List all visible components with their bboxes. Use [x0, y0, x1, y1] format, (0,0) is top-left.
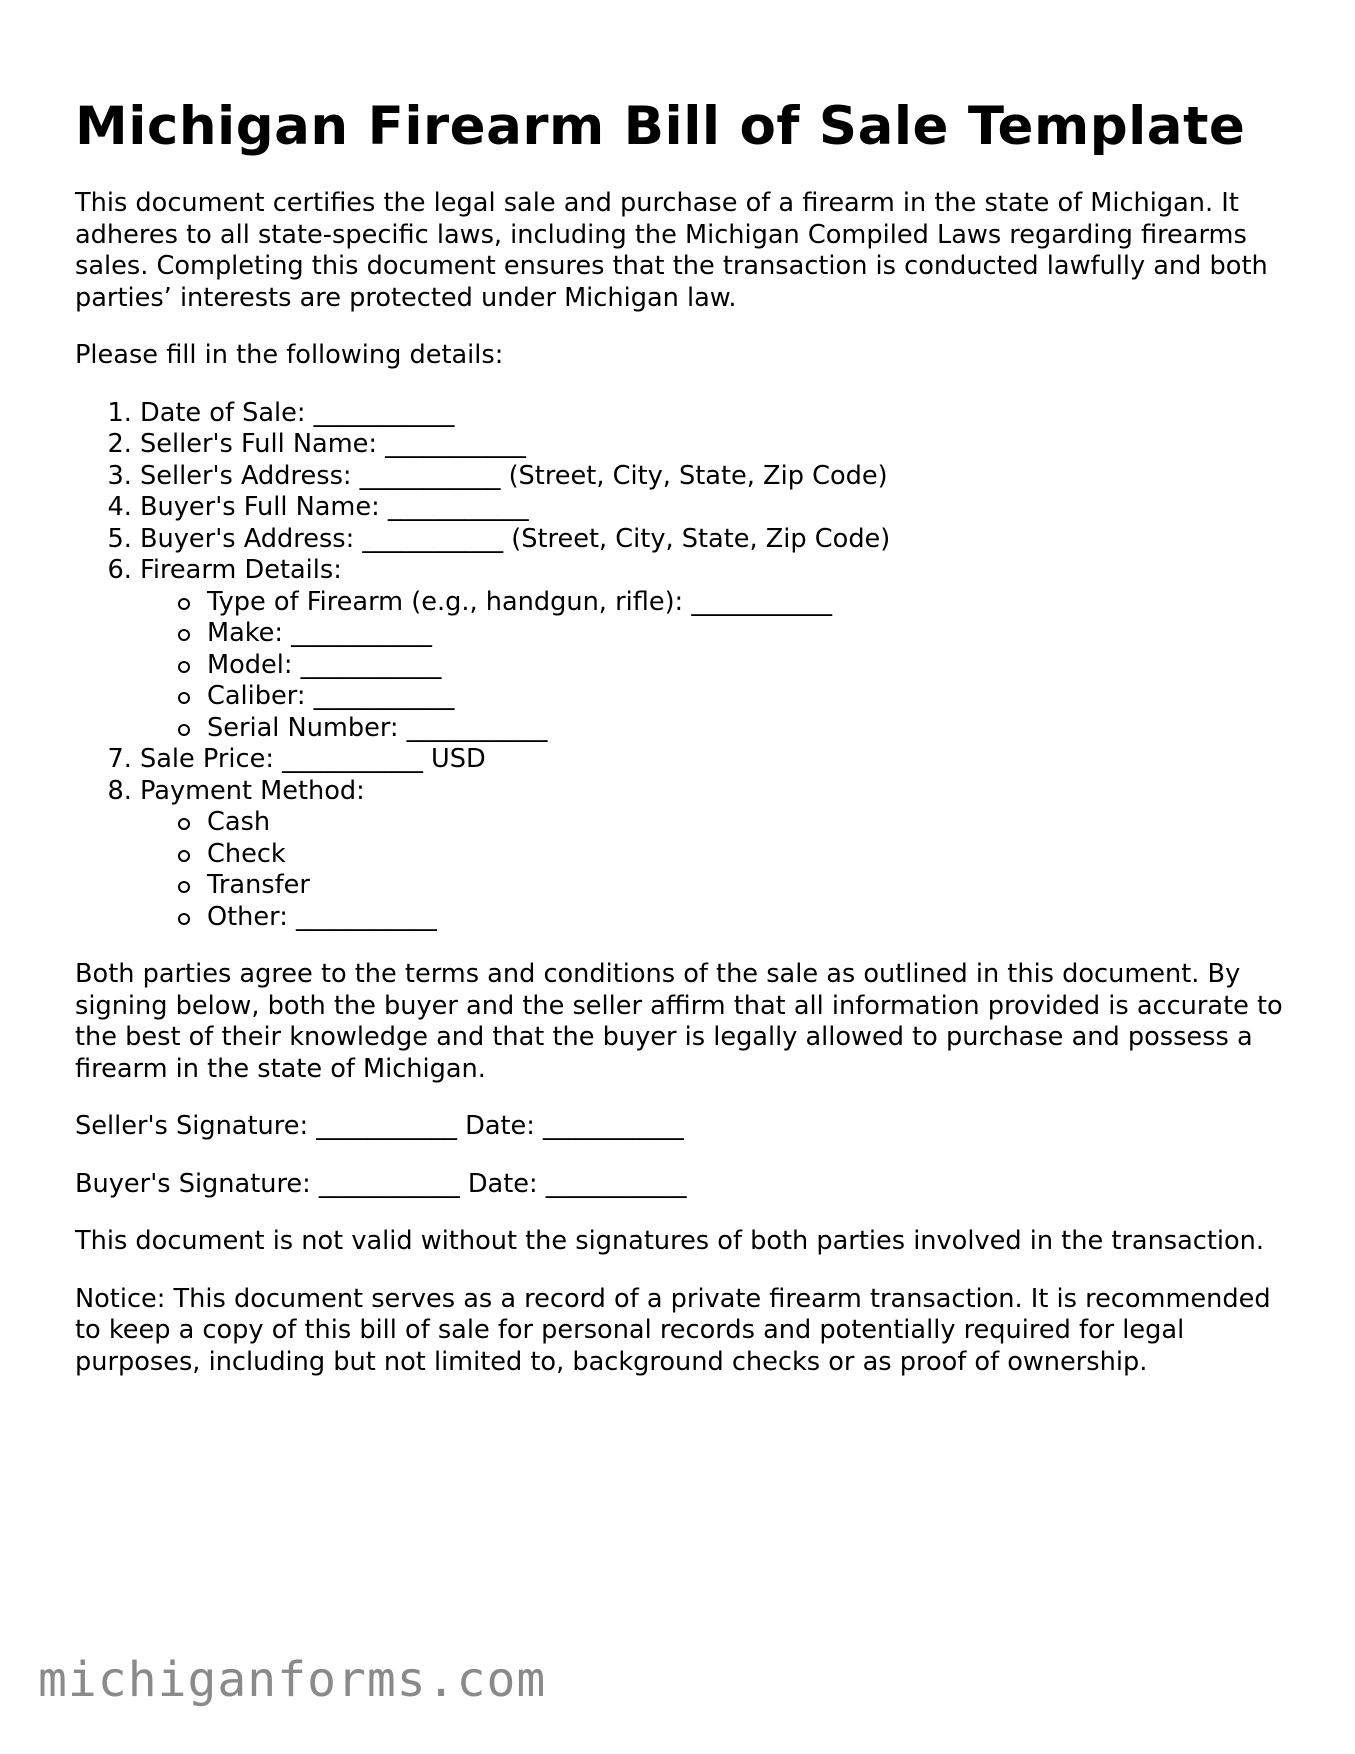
- seller-signature-line: Seller's Signature: ___________ Date: ___________: [75, 1111, 684, 1141]
- field-sale-price: 7. Sale Price: ___________ USD: [140, 744, 1285, 776]
- field-buyer-name: 4. Buyer's Full Name: ___________: [140, 492, 1285, 524]
- payment-method-label: Payment Method:: [140, 775, 365, 806]
- document-title: Michigan Firearm Bill of Sale Template: [75, 96, 1246, 157]
- field-date-of-sale: 1. Date of Sale: ___________: [140, 398, 1285, 430]
- field-firearm-type: Type of Firearm (e.g., handgun, rifle): ___________: [207, 587, 1285, 619]
- field-serial-number: Serial Number: ___________: [207, 713, 1285, 745]
- field-make: Make: ___________: [207, 618, 1285, 650]
- payment-option-cash: Cash: [207, 807, 1285, 839]
- instructions-text: Please fill in the following details:: [75, 340, 504, 370]
- field-caliber: Caliber: ___________: [207, 681, 1285, 713]
- agreement-paragraph: Both parties agree to the terms and conditions of the sale as outlined in this document. By signing below, both the buyer and the seller affirm that all information provided is accurate to the best of their knowledge and that the buyer is legally allowed to purchase and possess a firearm in the state of Michigan.: [75, 959, 1283, 1084]
- firearm-details-sublist: [140, 587, 1285, 745]
- payment-option-other: Other: ___________: [207, 902, 1285, 934]
- field-payment-method: [140, 776, 1285, 934]
- watermark-text: michiganforms.com: [38, 1652, 547, 1708]
- firearm-details-label: Firearm Details:: [140, 555, 342, 585]
- field-model: Model: ___________: [207, 650, 1285, 682]
- document-page: [75, 96, 1285, 1378]
- validity-paragraph: This document is not valid without the signatures of both parties involved in the transaction.: [75, 1226, 1265, 1256]
- payment-method-sublist: [140, 807, 1285, 933]
- intro-paragraph: This document certifies the legal sale and purchase of a firearm in the state of Michigan. It adheres to all state-specific laws, including the Michigan Compiled Laws regarding firearms sales. Completing this document ensures that the transaction is conducted lawfully and both parties’ interests are protected under Michigan law.: [75, 188, 1268, 313]
- field-firearm-details: [140, 555, 1285, 744]
- payment-option-transfer: Transfer: [207, 870, 1285, 902]
- buyer-signature-line: Buyer's Signature: ___________ Date: ___________: [75, 1168, 687, 1199]
- field-buyer-address: 5. Buyer's Address: ___________ (Street, City, State, Zip Code): [140, 524, 1285, 556]
- field-seller-address: 3. Seller's Address: ___________ (Street, City, State, Zip Code): [140, 461, 1285, 493]
- payment-option-check: Check: [207, 839, 1285, 871]
- field-seller-name: 2. Seller's Full Name: ___________: [140, 429, 1285, 461]
- details-list: [75, 398, 1285, 934]
- notice-paragraph: Notice: This document serves as a record of a private firearm transaction. It is recommended to keep a copy of this bill of sale for personal records and potentially required for legal purposes, including but not limited to, background checks or as proof of ownership.: [75, 1283, 1271, 1377]
